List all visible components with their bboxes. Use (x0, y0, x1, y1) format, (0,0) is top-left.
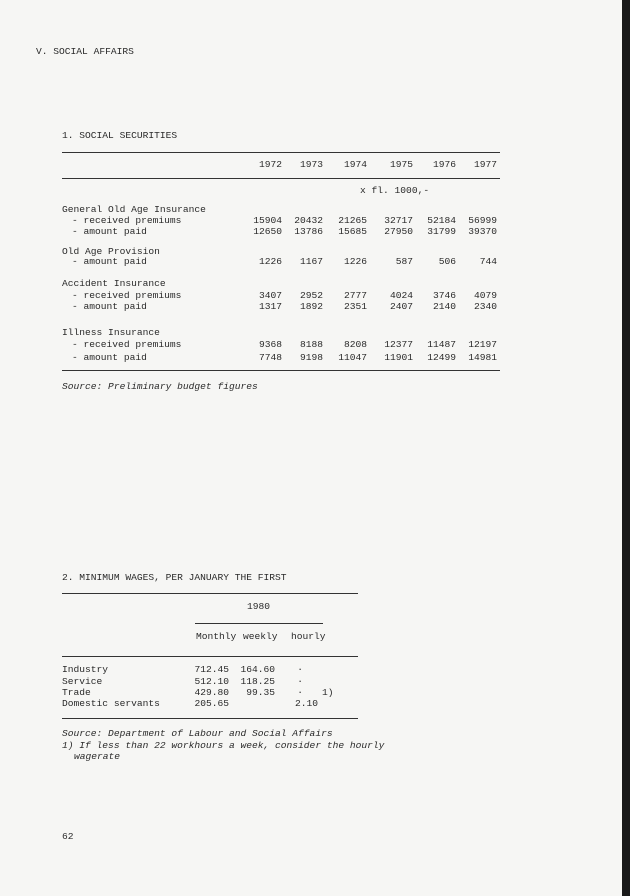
table-cell: 15904 (253, 215, 282, 226)
table-cell: 14981 (468, 352, 497, 363)
table1-bottom-rule (62, 370, 500, 371)
table-cell: 21265 (338, 215, 367, 226)
year-header: 1977 (473, 159, 497, 170)
table-cell: 2407 (389, 301, 413, 312)
hourly-cell: · (297, 676, 303, 687)
hourly-cell: · (297, 664, 303, 675)
table-cell: 52184 (427, 215, 456, 226)
table-cell: 8208 (343, 339, 367, 350)
row-label: Service (62, 676, 103, 687)
hourly-cell: 2.10 (294, 698, 318, 709)
table-cell: 587 (395, 256, 413, 267)
group-label: Old Age Provision (62, 246, 160, 257)
section2-title: 2. MINIMUM WAGES, PER JANUARY THE FIRST (62, 572, 287, 583)
row-label: - amount paid (72, 352, 147, 363)
table-cell: 11901 (384, 352, 413, 363)
table-cell: 12377 (384, 339, 413, 350)
table-cell: 13786 (294, 226, 323, 237)
year-rule (195, 623, 323, 624)
table-cell: 3407 (258, 290, 282, 301)
section1-title: 1. SOCIAL SECURITIES (62, 130, 178, 141)
table1-header-rule (62, 178, 500, 179)
year-header: 1980 (247, 601, 271, 612)
year-header: 1976 (432, 159, 456, 170)
table2-top-rule (62, 593, 358, 594)
row-label: Trade (62, 687, 91, 698)
footnote-mark: 1) (322, 687, 334, 698)
table-cell: 2340 (473, 301, 497, 312)
year-header: 1975 (389, 159, 413, 170)
footnote-text-cont: wagerate (74, 751, 121, 762)
weekly-cell: 99.35 (246, 687, 275, 698)
table1-top-rule (62, 152, 500, 153)
weekly-cell: 118.25 (240, 676, 275, 687)
table-cell: 12650 (253, 226, 282, 237)
row-label: Domestic servants (62, 698, 160, 709)
table-cell: 506 (438, 256, 456, 267)
table-cell: 27950 (384, 226, 413, 237)
chapter-title: V. SOCIAL AFFAIRS (36, 46, 134, 57)
monthly-cell: 512.10 (194, 676, 229, 687)
table-cell: 1892 (299, 301, 323, 312)
table-cell: 15685 (338, 226, 367, 237)
table-cell: 4024 (389, 290, 413, 301)
table-cell: 2140 (432, 301, 456, 312)
table2-bottom-rule (62, 718, 358, 719)
table-cell: 744 (479, 256, 497, 267)
col-weekly: weekly (243, 631, 278, 642)
row-label: - received premiums (72, 339, 182, 350)
weekly-cell: 164.60 (240, 664, 275, 675)
col-hourly: hourly (291, 631, 326, 642)
year-header: 1973 (299, 159, 323, 170)
table-cell: 9368 (258, 339, 282, 350)
table-cell: 20432 (294, 215, 323, 226)
page-number: 62 (62, 831, 74, 842)
table-cell: 1317 (258, 301, 282, 312)
table-cell: 2952 (299, 290, 323, 301)
table2-header-rule (62, 656, 358, 657)
table-cell: 2351 (343, 301, 367, 312)
table-cell: 2777 (343, 290, 367, 301)
table-cell: 12197 (468, 339, 497, 350)
year-header: 1974 (343, 159, 367, 170)
table1-source: Source: Preliminary budget figures (62, 381, 258, 392)
row-label: - amount paid (72, 256, 147, 267)
table-cell: 4079 (473, 290, 497, 301)
table-cell: 31799 (427, 226, 456, 237)
table-cell: 39370 (468, 226, 497, 237)
table-cell: 8188 (299, 339, 323, 350)
table-cell: 3746 (432, 290, 456, 301)
group-label: Illness Insurance (62, 327, 160, 338)
row-label: - received premiums (72, 290, 182, 301)
row-label: - received premiums (72, 215, 182, 226)
monthly-cell: 205.65 (194, 698, 229, 709)
table-cell: 9198 (299, 352, 323, 363)
table-cell: 1226 (258, 256, 282, 267)
col-monthly: Monthly (196, 631, 237, 642)
monthly-cell: 429.80 (194, 687, 229, 698)
table-cell: 1167 (299, 256, 323, 267)
table-cell: 7748 (258, 352, 282, 363)
row-label: Industry (62, 664, 109, 675)
scan-edge (622, 0, 630, 896)
row-label: - amount paid (72, 226, 147, 237)
monthly-cell: 712.45 (194, 664, 229, 675)
row-label: - amount paid (72, 301, 147, 312)
footnote-text: 1) If less than 22 workhours a week, consider the hourly (62, 740, 385, 751)
table-cell: 12499 (427, 352, 456, 363)
hourly-cell: · (297, 687, 303, 698)
group-label: General Old Age Insurance (62, 204, 206, 215)
table-cell: 11487 (427, 339, 456, 350)
year-header: 1972 (258, 159, 282, 170)
table-cell: 56999 (468, 215, 497, 226)
group-label: Accident Insurance (62, 278, 166, 289)
table-cell: 11047 (338, 352, 367, 363)
table2-source: Source: Department of Labour and Social Affairs (62, 728, 333, 739)
table-cell: 32717 (384, 215, 413, 226)
unit-label: x fl. 1000,- (360, 185, 430, 196)
table-cell: 1226 (343, 256, 367, 267)
